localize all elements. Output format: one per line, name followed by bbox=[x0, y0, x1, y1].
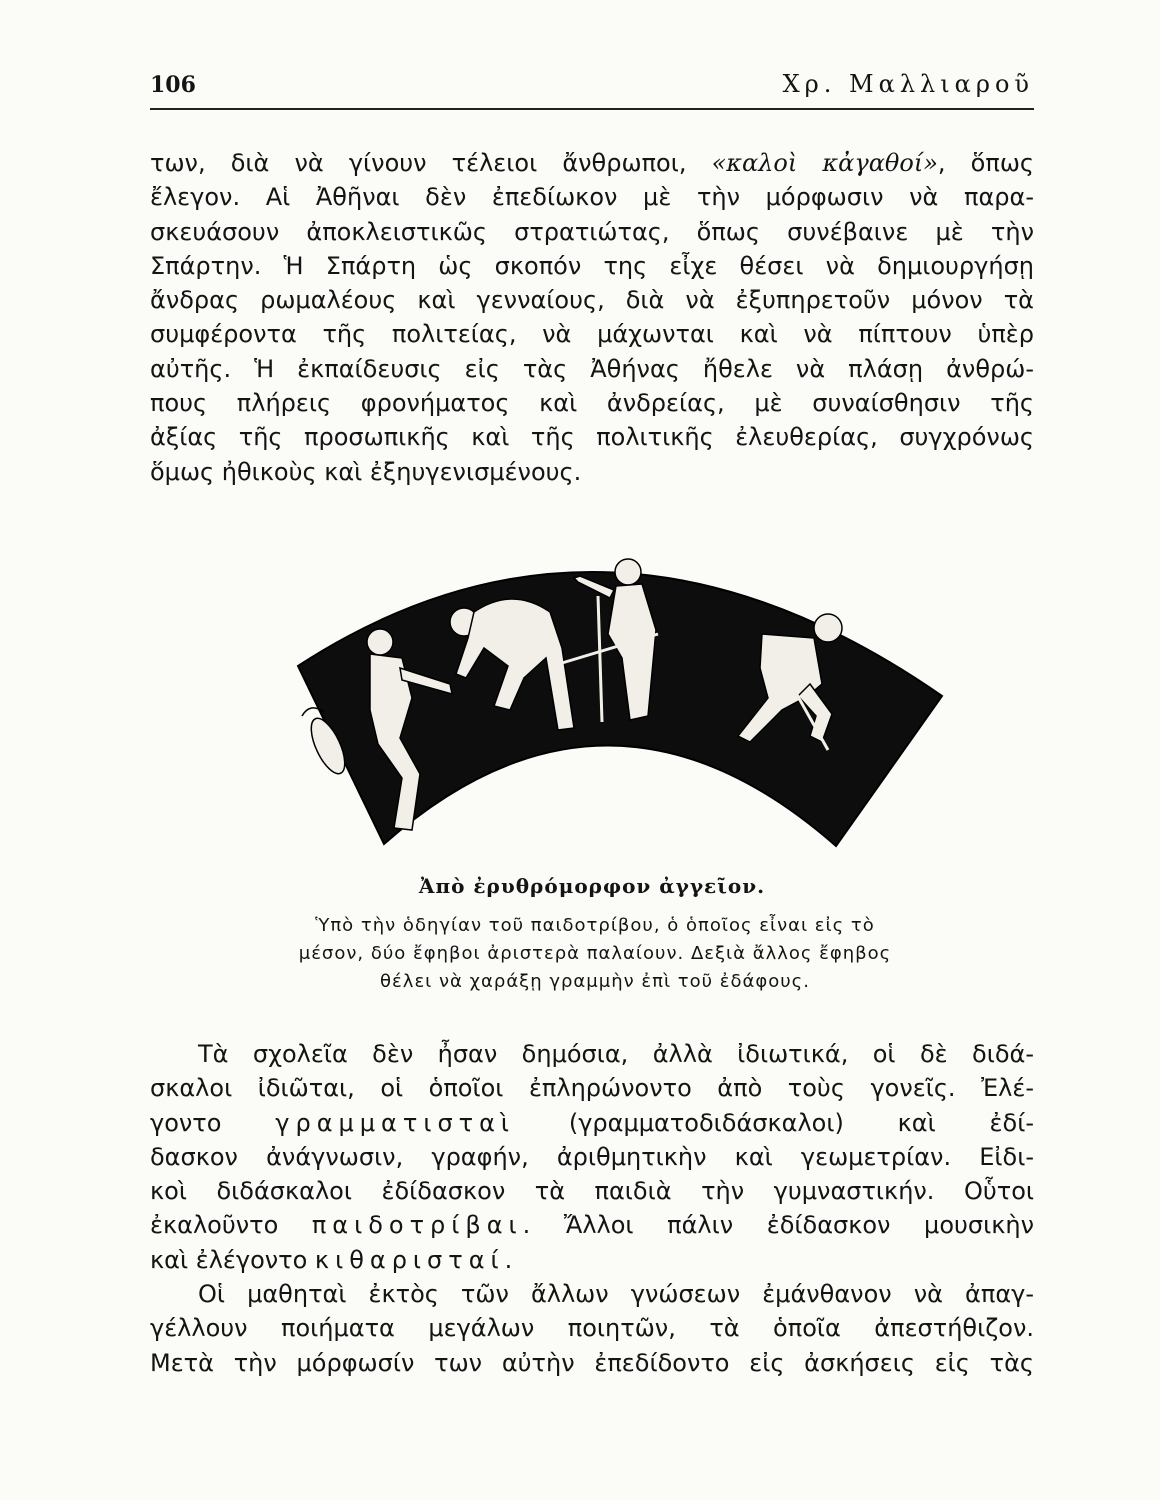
text-line: συμφέροντα τῆς πολιτείας, νὰ μάχωνται καὶ νὰ πίπτουν ὑπὲρ bbox=[150, 320, 1034, 349]
caption-line: Ὑπὸ τὴν ὁδηγίαν τοῦ παιδοτρίβου, ὁ ὁποῖος εἶναι εἰς τὸ bbox=[315, 915, 875, 936]
spaced-term: παιδοτρίβαι bbox=[311, 1211, 523, 1240]
text-line: σκαλοι ἰδιῶται, οἱ ὁποῖοι ἐπληρώνοντο ἀπὸ τοὺς γονεῖς. Ἐλέ- bbox=[150, 1074, 1034, 1103]
text-line: δασκον ἀνάγνωσιν, γραφήν, ἀριθμητικὴν καὶ γεωμετρίαν. Εἰδι- bbox=[150, 1142, 1034, 1171]
paragraph-2 bbox=[150, 1037, 1034, 1277]
caption-line: θέλει νὰ χαράξῃ γραμμὴν ἐπὶ τοῦ ἐδάφους. bbox=[380, 971, 810, 992]
text-line: ἐκαλοῦντο παιδοτρίβαι. Ἄλλοι πάλιν ἐδίδασκον μουσικὴν bbox=[150, 1211, 1034, 1240]
running-head-author: Χρ. Μαλλιαροῦ bbox=[782, 70, 1034, 98]
spaced-term: κιθαρισταί bbox=[314, 1245, 505, 1274]
figure-caption-title: Ἀπὸ ἐρυθρόμορφον ἀγγεῖον. bbox=[418, 874, 766, 898]
caption-line: μέσον, δύο ἔφηβοι ἀριστερὰ παλαίουν. Δεξιὰ ἄλλος ἔφηβος bbox=[298, 943, 892, 964]
paragraph-3 bbox=[150, 1277, 1034, 1380]
paragraph-1 bbox=[150, 146, 1034, 489]
text-line: των, διὰ νὰ γίνουν τέλειοι ἄνθρωποι, «καλοὶ κἀγαθοί», ὅπως bbox=[150, 149, 1034, 177]
text-line: Τὰ σχολεῖα δὲν ἦσαν δημόσια, ἀλλὰ ἰδιωτικά, οἱ δὲ διδά- bbox=[198, 1040, 1034, 1068]
red-figure-vase-illustration bbox=[262, 538, 962, 848]
text-line: ἔλεγον. Αἱ Ἀθῆναι δὲν ἐπεδίωκον μὲ τὴν μόρφωσιν νὰ παρα- bbox=[150, 183, 1034, 212]
text-line: Σπάρτην. Ἡ Σπάρτη ὡς σκοπόν της εἶχε θέσει νὰ δημιουργήσῃ bbox=[150, 251, 1034, 280]
page-number: 106 bbox=[150, 72, 196, 98]
text-line: Μετὰ τὴν μόρφωσίν των αὐτὴν ἐπεδίδοντο εἰς ἀσκήσεις εἰς τὰς bbox=[150, 1348, 1034, 1377]
text-line: σκευάσουν ἀποκλειστικῶς στρατιώτας, ὅπως συνέβαινε μὲ τὴν bbox=[150, 217, 1034, 246]
text-line: ἀξίας τῆς προσωπικῆς καὶ τῆς πολιτικῆς ἐλευθερίας, συγχρόνως bbox=[150, 423, 1034, 452]
italic-quote: «καλοὶ κἀγαθοί» bbox=[711, 149, 938, 177]
text-line: κοὶ διδάσκαλοι ἐδίδασκον τὰ παιδιὰ τὴν γυμναστικήν. Οὗτοι bbox=[150, 1177, 1034, 1206]
figure-caption bbox=[215, 912, 975, 996]
text-line: ἄνδρας ρωμαλέους καὶ γενναίους, διὰ νὰ ἐξυπηρετοῦν μόνον τὰ bbox=[150, 286, 1034, 315]
text-line: πους πλήρεις φρονήματος καὶ ἀνδρείας, μὲ συναίσθησιν τῆς bbox=[150, 389, 1034, 418]
text-line: ὅμως ἠθικοὺς καὶ ἐξηυγενισμένους. bbox=[150, 457, 582, 486]
text-line: γοντο γραμματισταὶ (γραμματοδιδάσκαλοι) καὶ ἐδί- bbox=[150, 1108, 1034, 1137]
text-line: Οἱ μαθηταὶ ἐκτὸς τῶν ἄλλων γνώσεων ἐμάνθανον νὰ ἀπαγ- bbox=[198, 1280, 1034, 1308]
text-line: γέλλουν ποιήματα μεγάλων ποιητῶν, τὰ ὁποῖα ἀπεστήθιζον. bbox=[150, 1314, 1034, 1343]
text-line: αὐτῆς. Ἡ ἐκπαίδευσις εἰς τὰς Ἀθήνας ἤθελε νὰ πλάσῃ ἀνθρώ- bbox=[150, 354, 1034, 383]
spaced-term: γραμματισταὶ bbox=[275, 1108, 516, 1137]
text-line: καὶ ἐλέγοντο κιθαρισταί. bbox=[150, 1245, 513, 1274]
page-header bbox=[150, 68, 1034, 110]
